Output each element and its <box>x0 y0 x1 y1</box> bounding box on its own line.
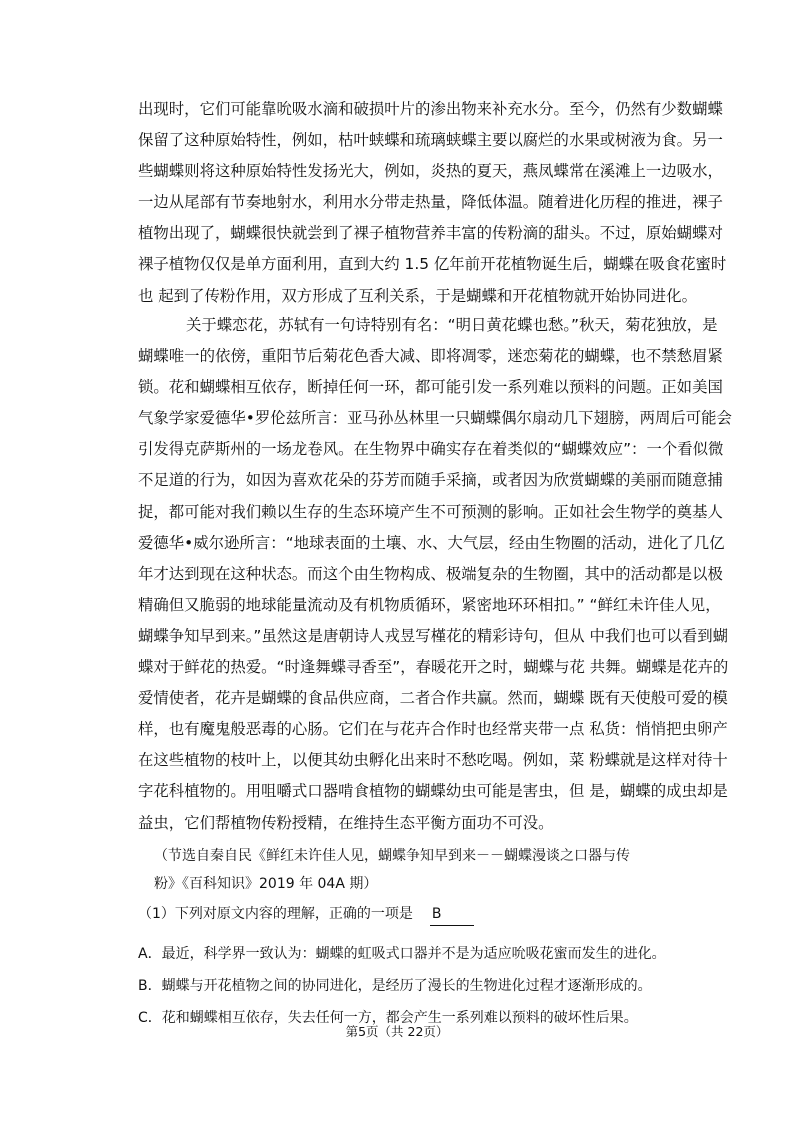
source-citation <box>154 842 630 898</box>
text-line: 引发得克萨斯州的一场龙卷风。在生物界中确实存在着类似的“蝴蝶效应”：一个看似微 <box>138 440 724 459</box>
answer-blank: B <box>430 903 474 926</box>
page-number: 第5页（共 22页） <box>345 1024 449 1039</box>
option-b: B．蝴蝶与开花植物之间的协同进化，是经历了漫长的生物进化过程才逐渐形成的。 <box>138 978 652 994</box>
question-1 <box>138 903 474 926</box>
text-line: 爱情使者，花卉是蝴蝶的食品供应商，二者合作共赢。然而，蝴蝶 既有天使般可爱的模 <box>138 689 728 708</box>
option-c: C．花和蝴蝶相互依存，失去任何一方，都会产生一系列难以预料的破坏性后果。 <box>138 1010 638 1026</box>
passage-paragraph-2 <box>138 310 732 839</box>
text-line: 关于蝶恋花，苏轼有一句诗特别有名：“明日黄花蝶也愁。”秋天，菊花独放，是 <box>186 316 718 334</box>
text-line: 蝶对于鲜花的热爱。“时逢舞蝶寻香至”，春暖花开之时，蝴蝶与花 共舞。蝴蝶是花卉的 <box>138 658 729 677</box>
text-line: 益虫，它们帮植物传粉授精，在维持生态平衡方面功不可没。 <box>138 813 554 832</box>
option-a: A．最近，科学界一致认为：蝴蝶的虹吸式口器并不是为适应吮吸花蜜而发生的进化。 <box>138 946 666 962</box>
text-line: 样，也有魔鬼般恶毒的心肠。它们在与花卉合作时也经常夹带一点 私货：悄悄把虫卵产 <box>138 720 728 739</box>
passage-paragraph-1 <box>138 94 727 312</box>
text-line: 保留了这种原始特性，例如，枯叶蛱蝶和琉璃蛱蝶主要以腐烂的水果或树液为食。另一 <box>138 131 723 150</box>
text-line: 精确但又脆弱的地球能量流动及有机物质循环，紧密地环环相扣。” “鲜红未许佳人见， <box>138 595 721 614</box>
text-line: 也 起到了传粉作用，双方形成了互利关系，于是蝴蝶和开花植物就开始协同进化。 <box>138 286 697 305</box>
text-line: 蝴蝶唯一的依傍，重阳节后菊花色香大减、即将凋零，迷恋菊花的蝴蝶，也不禁愁眉紧 <box>138 347 723 366</box>
text-line: 蝴蝶争知早到来。”虽然这是唐朝诗人戎昱写槿花的精彩诗句，但从 中我们也可以看到蝴 <box>138 626 729 645</box>
question-prompt: （1）下列对原文内容的理解，正确的一项是 <box>138 906 413 922</box>
text-line: 气象学家爱德华•罗伦兹所言：亚马孙丛林里一只蝴蝶偶尔扇动几下翅膀，两周后可能会 <box>138 409 732 428</box>
text-line: 些蝴蝶则将这种原始特性发扬光大，例如，炎热的夏天，燕凤蝶常在溪滩上一边吸水， <box>138 162 723 181</box>
text-line: 不足道的行为，如因为喜欢花朵的芬芳而随手采摘，或者因为欣赏蝴蝶的美丽而随意捕 <box>138 471 723 490</box>
source-line: 粉》《百科知识》2019 年 04A 期） <box>154 876 378 892</box>
text-line: 在这些植物的枝叶上，以便其幼虫孵化出来时不愁吃喝。例如，菜 粉蝶就是这样对待十 <box>138 751 728 770</box>
text-line: 爱德华•威尔逊所言：“地球表面的土壤、水、大气层，经由生物圈的活动，进化了几亿 <box>138 533 725 552</box>
text-line: 出现时，它们可能靠吮吸水滴和破损叶片的渗出物来补充水分。至今，仍然有少数蝴蝶 <box>138 100 723 118</box>
text-line: 捉，都可能对我们赖以生存的生态环境产生不可预测的影响。正如社会生物学的奠基人 <box>138 502 723 521</box>
text-line: 裸子植物仅仅是单方面利用，直到大约 1.5 亿年前开花植物诞生后，蝴蝶在吸食花蜜时 <box>138 255 727 274</box>
text-line: 锁。花和蝴蝶相互依存，断掉任何一环，都可能引发一系列难以预料的问题。正如美国 <box>138 378 723 397</box>
text-line: 字花科植物的。用咀嚼式口器啃食植物的蝴蝶幼虫可能是害虫，但 是，蝴蝶的成虫却是 <box>138 782 728 801</box>
text-line: 年才达到现在这种状态。而这个由生物构成、极端复杂的生物圈，其中的活动都是以极 <box>138 564 723 583</box>
text-line: 植物出现了，蝴蝶很快就尝到了裸子植物营养丰富的传粉滴的甜头。不过，原始蝴蝶对 <box>138 224 723 243</box>
text-line: 一边从尾部有节奏地射水，利用水分带走热量，降低体温。随着进化历程的推进，裸子 <box>138 193 723 212</box>
source-line: （节选自秦自民《鲜红未许佳人见，蝴蝶争知早到来－－蝴蝶漫谈之口器与传 <box>154 848 630 864</box>
